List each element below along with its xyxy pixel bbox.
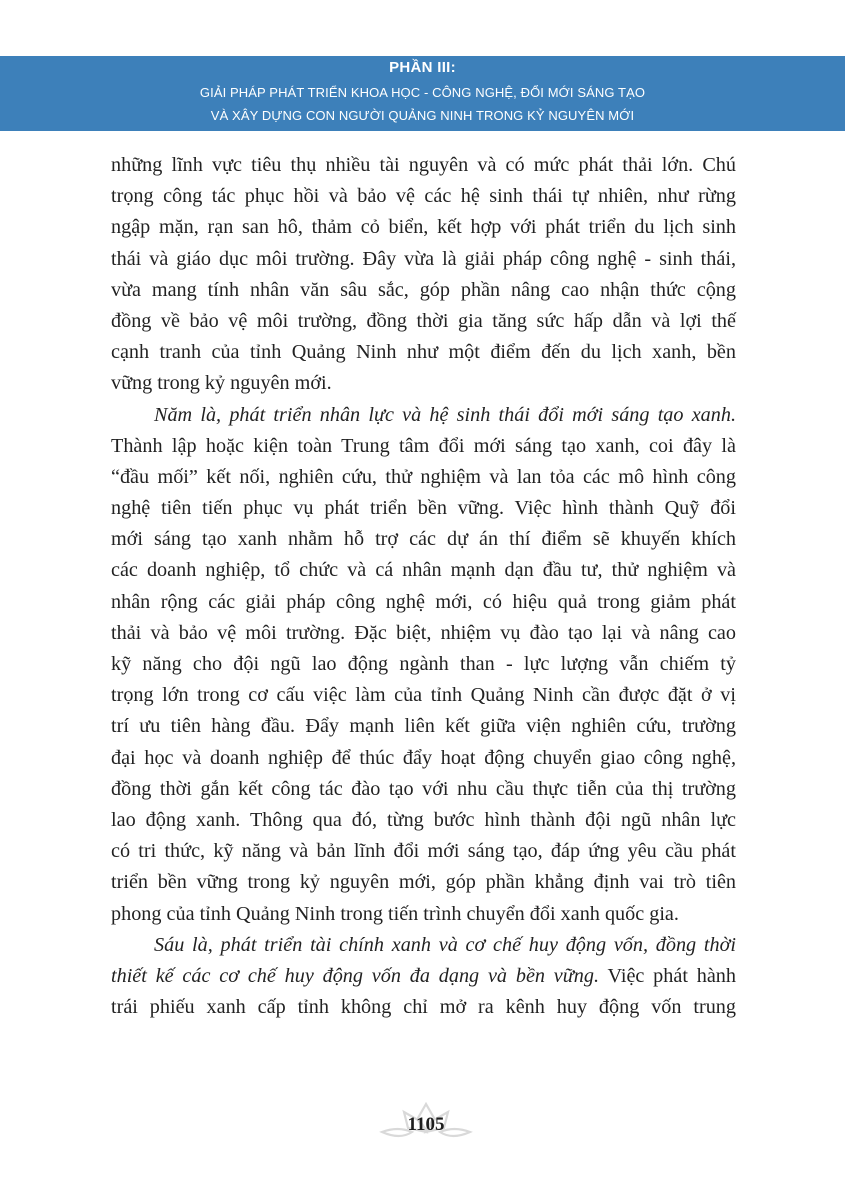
text-line [111, 743, 736, 774]
text-line [111, 836, 736, 867]
line-text: “đầu mối” kết nối, nghiên cứu, thử nghiệm và lan tỏa các mô hình công [111, 465, 736, 488]
line-text: ngập mặn, rạn san hô, thảm cỏ biển, kết hợp với phát triển du lịch sinh [111, 216, 736, 239]
text-line [111, 587, 736, 618]
text-line [111, 306, 736, 337]
text-line [111, 618, 736, 649]
text-line [111, 899, 736, 930]
text-line [111, 150, 736, 181]
text-line [111, 805, 736, 836]
line-text: các doanh nghiệp, tổ chức và cá nhân mạnh dạn đầu tư, thử nghiệm và [111, 559, 736, 582]
text-line [111, 649, 736, 680]
text-line [111, 524, 736, 555]
text-line [111, 244, 736, 275]
line-text: trí ưu tiên hàng đầu. Đẩy mạnh liên kết giữa viện nghiên cứu, trường [111, 715, 736, 738]
line-text: kỹ năng cho đội ngũ lao động ngành than - lực lượng vẫn chiếm tỷ [111, 653, 736, 675]
part-label: PHẦN III: [389, 59, 456, 76]
line-text: nhân rộng các giải pháp công nghệ mới, có hiệu quả trong giảm phát [111, 590, 736, 613]
text-line [111, 462, 736, 493]
text-line [111, 181, 736, 212]
text-line [111, 555, 736, 586]
section-title-line-2: VÀ XÂY DỰNG CON NGƯỜI QUẢNG NINH TRONG KỶ NGUYÊN MỚI [210, 108, 635, 123]
line-text: những lĩnh vực tiêu thụ nhiều tài nguyên và có mức phát thải lớn. Chú [111, 154, 736, 176]
line-text: thải và bảo vệ môi trường. Đặc biệt, nhiệm vụ đào tạo lại và nâng cao [111, 621, 736, 644]
line-text: lao động xanh. Thông qua đó, từng bước hình thành đội ngũ nhân lực [111, 808, 736, 831]
text-line [111, 680, 736, 711]
line-text: trọng công tác phục hồi và bảo vệ các hệ sinh thái tự nhiên, như rừng [111, 185, 736, 208]
italic-lead: thiết kế các cơ chế huy động vốn đa dạng và bền vững. [111, 964, 600, 987]
text-line [111, 867, 736, 898]
italic-lead: Sáu là, phát triển tài chính xanh và cơ chế huy động vốn, đồng thời [154, 933, 736, 956]
text-line [111, 431, 736, 462]
text-line [111, 992, 736, 1023]
italic-lead: Năm là, phát triển nhân lực và hệ sinh thái đổi mới sáng tạo xanh. [154, 403, 736, 426]
line-text: phong của tỉnh Quảng Ninh trong tiến trình chuyển đổi xanh quốc gia. [111, 902, 679, 925]
text-line [111, 961, 736, 992]
text-line [111, 275, 736, 306]
line-text: đồng về bảo vệ môi trường, đồng thời gia tăng sức hấp dẫn và lợi thế [111, 309, 736, 332]
page-number: 1105 [407, 1114, 445, 1135]
section-header-bar [0, 56, 845, 131]
text-line [111, 337, 736, 368]
line-text: trọng lớn trong cơ cấu việc làm của tỉnh Quảng Ninh cần được đặt ở vị [111, 684, 736, 707]
text-line [111, 368, 736, 399]
line-text: Việc phát hành [599, 964, 736, 987]
text-line [111, 400, 736, 431]
line-text: triển bền vững trong kỷ nguyên mới, góp phần khẳng định vai trò tiên [111, 871, 736, 894]
line-text: cạnh tranh của tỉnh Quảng Ninh như một điểm đến du lịch xanh, bền [111, 341, 736, 364]
line-text: Thành lập hoặc kiện toàn Trung tâm đổi mới sáng tạo xanh, coi đây là [111, 434, 736, 457]
text-line [111, 493, 736, 524]
text-line [111, 930, 736, 961]
page-footer [378, 1102, 474, 1146]
body-text [111, 150, 736, 1023]
line-text: trái phiếu xanh cấp tỉnh không chỉ mở ra kênh huy động vốn trung [111, 996, 736, 1019]
line-text: thái và giáo dục môi trường. Đây vừa là giải pháp công nghệ - sinh thái, [111, 247, 736, 270]
line-text: đồng thời gắn kết công tác đào tạo với nhu cầu thực tiễn của thị trường [111, 777, 736, 800]
text-line [111, 774, 736, 805]
line-text: đại học và doanh nghiệp để thúc đẩy hoạt động chuyển giao công nghệ, [111, 746, 736, 769]
section-title-line-1: GIẢI PHÁP PHÁT TRIỂN KHOA HỌC - CÔNG NGHỆ, ĐỔI MỚI SÁNG TẠO [199, 85, 646, 100]
line-text: vừa mang tính nhân văn sâu sắc, góp phần nâng cao nhận thức cộng [111, 278, 736, 301]
text-line [111, 711, 736, 742]
line-text: có tri thức, kỹ năng và bản lĩnh đổi mới sáng tạo, đáp ứng yêu cầu phát [111, 840, 736, 863]
line-text: vững trong kỷ nguyên mới. [111, 372, 332, 395]
line-text: mới sáng tạo xanh nhằm hỗ trợ các dự án thí điểm sẽ khuyến khích [111, 528, 736, 551]
text-line [111, 212, 736, 243]
line-text: nghệ tiên tiến phục vụ phát triển bền vững. Việc hình thành Quỹ đổi [111, 497, 736, 520]
